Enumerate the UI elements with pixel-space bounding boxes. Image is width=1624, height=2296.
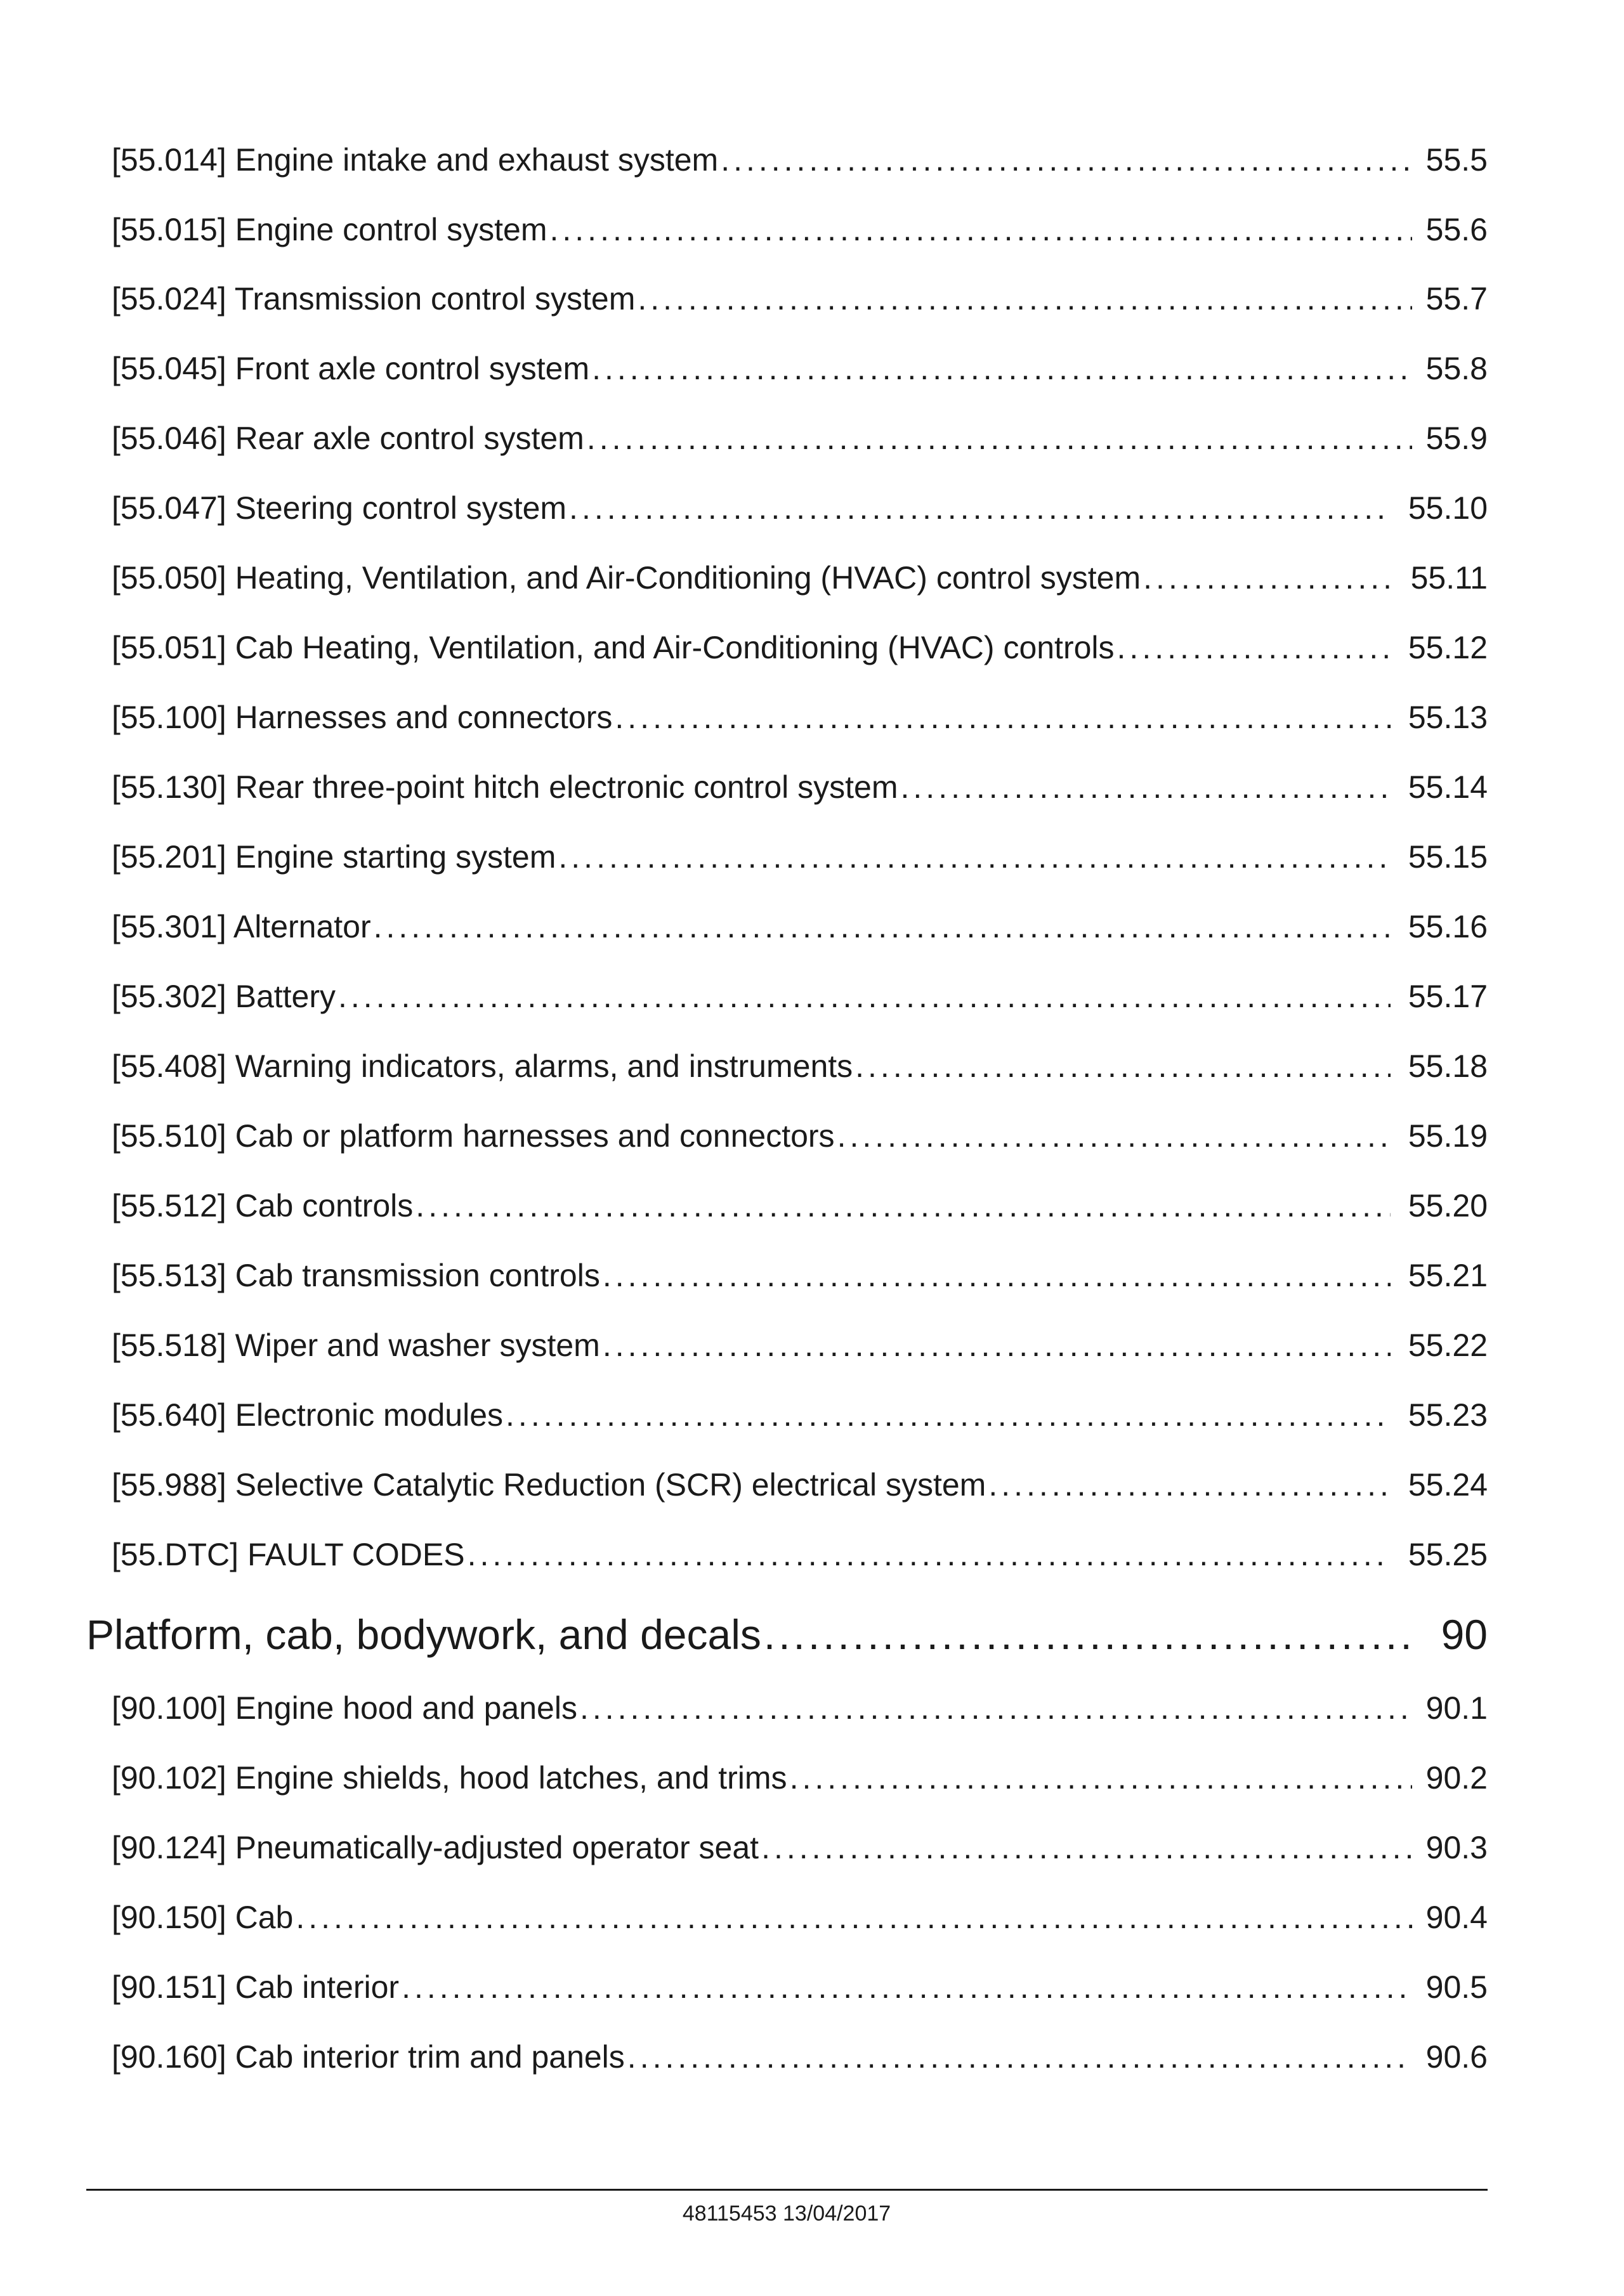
toc-entry-page: 55.12 <box>1408 630 1488 665</box>
toc-entry-label: [55.047] Steering control system <box>112 490 567 526</box>
toc-entry-page: 55.23 <box>1408 1397 1488 1433</box>
toc-section-heading[interactable] <box>86 1610 1488 1659</box>
toc-entry-page: 55.19 <box>1408 1118 1488 1154</box>
toc-entry-page: 90.6 <box>1425 2039 1488 2075</box>
dot-leader <box>550 211 1412 249</box>
dot-leader <box>901 768 1391 806</box>
toc-entry[interactable] <box>112 489 1488 527</box>
toc-entry-label: [55.045] Front axle control system <box>112 351 590 386</box>
toc-entry-page: 55.24 <box>1408 1467 1488 1503</box>
toc-entry-label: [55.512] Cab controls <box>112 1188 414 1223</box>
toc-entry-label: [55.130] Rear three-point hitch electronic control system <box>112 769 898 805</box>
toc-entry-label: [90.151] Cab interior <box>112 1969 400 2005</box>
toc-entry-page: 55.8 <box>1425 351 1488 386</box>
dot-leader <box>338 977 1391 1015</box>
toc-entry-label: [90.150] Cab <box>112 1900 294 1935</box>
toc-entry-page: 90.1 <box>1425 1690 1488 1726</box>
dot-leader <box>837 1117 1391 1155</box>
toc-entry[interactable] <box>112 1466 1488 1504</box>
toc-entry-label: [55.518] Wiper and washer system <box>112 1327 600 1363</box>
toc-entry-label: [90.160] Cab interior trim and panels <box>112 2039 625 2075</box>
toc-entry-label: [55.408] Warning indicators, alarms, and instruments <box>112 1048 853 1084</box>
toc-entry-page: 55.22 <box>1408 1327 1488 1363</box>
toc-entry[interactable] <box>112 838 1488 876</box>
dot-leader <box>603 1256 1391 1295</box>
toc-entry-label: [55.302] Battery <box>112 979 336 1014</box>
dot-leader <box>587 419 1412 457</box>
toc-entry-page: 90.3 <box>1425 1830 1488 1865</box>
footer-divider <box>86 2189 1488 2191</box>
dot-leader <box>569 489 1391 527</box>
toc-entry-label: [55.988] Selective Catalytic Reduction (SCR) electrical system <box>112 1467 986 1503</box>
toc-entry-page: 55.20 <box>1408 1188 1488 1223</box>
toc-entry[interactable] <box>112 211 1488 249</box>
toc-entry-label: [55.015] Engine control system <box>112 212 547 247</box>
toc-entry-page: 55.10 <box>1408 490 1488 526</box>
toc-entry[interactable] <box>112 1047 1488 1085</box>
footer-doc-id: 48115453 13/04/2017 <box>682 2201 891 2226</box>
dot-leader <box>627 2038 1412 2076</box>
toc-entry-label: [55.301] Alternator <box>112 909 371 944</box>
toc-entry-label: [55.014] Engine intake and exhaust system <box>112 142 719 178</box>
toc-entry[interactable] <box>112 2038 1488 2076</box>
toc-entry[interactable] <box>112 1256 1488 1295</box>
toc-entry-page: 55.7 <box>1425 281 1488 316</box>
toc-entry-page: 55.9 <box>1425 421 1488 456</box>
toc-entry-page: 55.13 <box>1408 700 1488 735</box>
toc-entry[interactable] <box>112 629 1488 667</box>
dot-leader <box>603 1326 1391 1364</box>
toc-entry-label: [55.513] Cab transmission controls <box>112 1258 600 1293</box>
toc-entry[interactable] <box>112 768 1488 806</box>
toc-entry[interactable] <box>112 1536 1488 1574</box>
toc-entry-page: 90.4 <box>1425 1900 1488 1935</box>
toc-entry-label: [55.201] Engine starting system <box>112 839 556 875</box>
section-heading-label: Platform, cab, bodywork, and decals <box>86 1611 761 1658</box>
section-heading-page: 90 <box>1441 1611 1488 1658</box>
toc-entry[interactable] <box>112 1759 1488 1797</box>
dot-leader <box>721 141 1411 179</box>
toc-entry-page: 55.5 <box>1425 142 1488 178</box>
dot-leader <box>558 838 1390 876</box>
toc-entry[interactable] <box>112 1326 1488 1364</box>
toc-entry[interactable] <box>112 1829 1488 1867</box>
toc-entry-page: 55.11 <box>1410 560 1488 596</box>
toc-entry[interactable] <box>112 419 1488 457</box>
dot-leader <box>764 1610 1418 1659</box>
dot-leader <box>855 1047 1391 1085</box>
dot-leader <box>988 1466 1391 1504</box>
toc-entry-page: 55.15 <box>1408 839 1488 875</box>
dot-leader <box>468 1536 1391 1574</box>
toc-entry[interactable] <box>112 349 1488 388</box>
toc-entry-label: [55.100] Harnesses and connectors <box>112 700 613 735</box>
dot-leader <box>592 349 1412 388</box>
toc-entry[interactable] <box>112 1898 1488 1936</box>
toc-entry[interactable] <box>112 1187 1488 1225</box>
toc-entry[interactable] <box>112 1689 1488 1727</box>
toc-entry-label: [90.102] Engine shields, hood latches, and trims <box>112 1760 787 1796</box>
dot-leader <box>402 1968 1412 2006</box>
dot-leader <box>638 280 1411 318</box>
dot-leader <box>761 1829 1412 1867</box>
toc-entry-label: [55.051] Cab Heating, Ventilation, and Air-Conditioning (HVAC) controls <box>112 630 1115 665</box>
toc-entry-page: 55.17 <box>1408 979 1488 1014</box>
dot-leader <box>374 908 1391 946</box>
dot-leader <box>615 698 1390 736</box>
dot-leader <box>416 1187 1391 1225</box>
toc-entry-label: [55.046] Rear axle control system <box>112 421 584 456</box>
dot-leader <box>1117 629 1391 667</box>
toc-entry-page: 55.6 <box>1425 212 1488 247</box>
toc-entry-label: [90.100] Engine hood and panels <box>112 1690 577 1726</box>
toc-entry-page: 55.14 <box>1408 769 1488 805</box>
toc-entry-label: [55.024] Transmission control system <box>112 281 636 316</box>
toc-entry[interactable] <box>112 1968 1488 2006</box>
toc-entry[interactable] <box>112 141 1488 179</box>
toc-entry-label: [55.510] Cab or platform harnesses and connectors <box>112 1118 835 1154</box>
toc-entry-page: 55.16 <box>1408 909 1488 944</box>
toc-entry[interactable] <box>112 280 1488 318</box>
toc-entry[interactable] <box>112 1396 1488 1434</box>
dot-leader <box>1143 559 1392 597</box>
toc-entry-label: [55.DTC] FAULT CODES <box>112 1537 465 1572</box>
dot-leader <box>296 1898 1411 1936</box>
dot-leader <box>790 1759 1412 1797</box>
toc-entry[interactable] <box>112 559 1488 597</box>
dot-leader <box>580 1689 1412 1727</box>
toc-entry-page: 55.21 <box>1408 1258 1488 1293</box>
toc-entry[interactable] <box>112 698 1488 736</box>
toc-entry-label: [90.124] Pneumatically-adjusted operator seat <box>112 1830 759 1865</box>
toc-entry-page: 90.5 <box>1425 1969 1488 2005</box>
toc-entry[interactable] <box>112 977 1488 1015</box>
toc-entry-page: 55.25 <box>1408 1537 1488 1572</box>
toc-entry-label: [55.050] Heating, Ventilation, and Air-Conditioning (HVAC) control system <box>112 560 1141 596</box>
toc-entry-label: [55.640] Electronic modules <box>112 1397 504 1433</box>
toc-entry[interactable] <box>112 1117 1488 1155</box>
toc-entry[interactable] <box>112 908 1488 946</box>
toc-entry-page: 55.18 <box>1408 1048 1488 1084</box>
toc-entry-page: 90.2 <box>1425 1760 1488 1796</box>
dot-leader <box>506 1396 1391 1434</box>
